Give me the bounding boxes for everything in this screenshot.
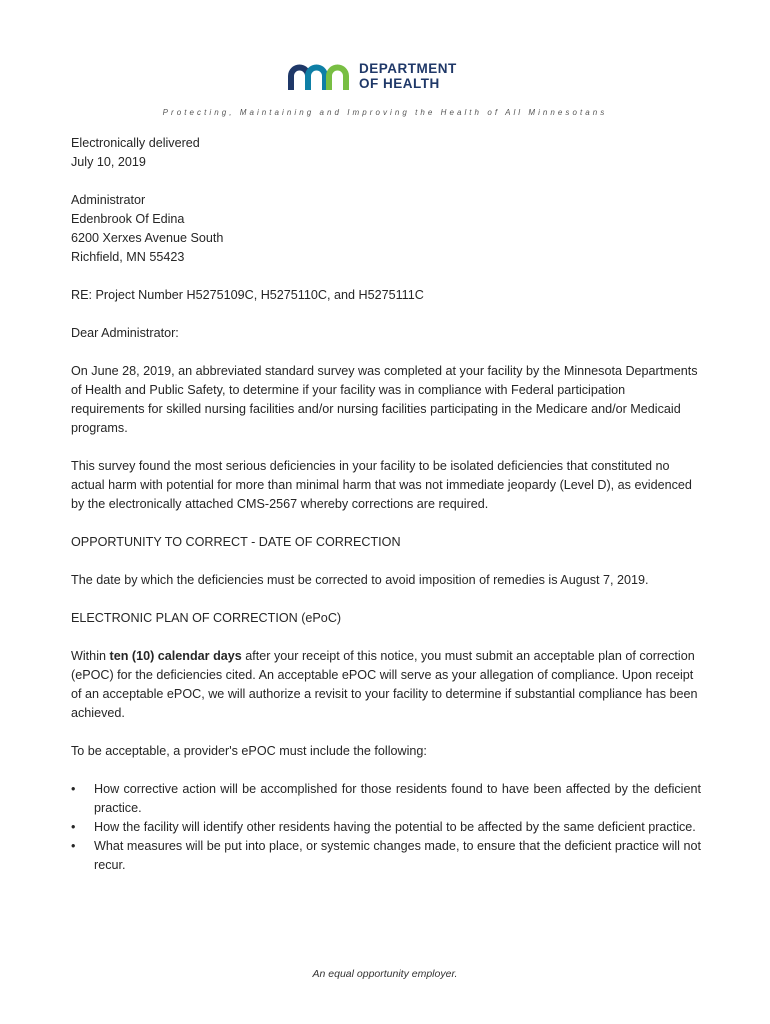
bullet-icon: •	[71, 839, 76, 853]
bullet-icon: •	[71, 820, 76, 834]
list-item-text: How corrective action will be accomplished for those residents found to have been affected by the deficient practice.	[94, 782, 701, 815]
list-item	[71, 818, 701, 837]
tagline: Protecting, Maintaining and Improving the Health of All Minnesotans	[162, 108, 608, 117]
letter-date: July 10, 2019	[71, 155, 146, 169]
paragraph-findings: This survey found the most serious deficiencies in your facility to be isolated deficiencies that constituted no actual harm with potential for more than minimal harm that was not immediate jeopardy (Level D), as evidenced by the electronically attached CMS-2567 whereby corrections are required.	[71, 459, 692, 511]
salutation: Dear Administrator:	[71, 326, 179, 340]
logo-line-of-health: OF HEALTH	[359, 75, 440, 91]
list-item	[71, 837, 701, 875]
logo-line-department: DEPARTMENT	[359, 61, 457, 76]
epoc-deadline: ten (10) calendar days	[109, 649, 242, 663]
address-line: Administrator	[71, 193, 146, 207]
paragraph-survey: On June 28, 2019, an abbreviated standard survey was completed at your facility by the Minnesota Departments of Health and Public Safety, to determine if your facility was in compliance with Federal participation requirements for skilled nursing facilities and/or nursing facilities participating in the Medicare and/or Medicaid programs.	[71, 364, 698, 435]
re-line: RE: Project Number H5275109C, H5275110C, and H5275111C	[71, 288, 424, 302]
requirements-list	[71, 780, 701, 875]
recipient-address	[71, 191, 701, 267]
section-heading-epoc: ELECTRONIC PLAN OF CORRECTION (ePoC)	[71, 611, 342, 625]
letter-body	[71, 134, 701, 875]
paragraph-epoc	[71, 647, 701, 723]
delivery-method: Electronically delivered	[71, 136, 200, 150]
epoc-text-post: after your receipt of this notice, you must submit an acceptable plan of correction (ePOC) for the deficiencies cited. An acceptable ePOC will serve as your allegation of compliance. Upon receipt of an acceptable ePOC, we will authorize a revisit to your facility to determine if substantial compliance has been achieved.	[71, 649, 698, 720]
mn-logo-mark-icon	[288, 64, 350, 90]
list-item-text: What measures will be put into place, or systemic changes made, to ensure that the deficient practice will not recur.	[94, 839, 701, 872]
address-line: 6200 Xerxes Avenue South	[71, 231, 224, 245]
list-item	[71, 780, 701, 818]
mdh-logo	[288, 62, 457, 91]
bullet-icon: •	[71, 782, 76, 796]
epoc-text-pre: Within	[71, 649, 110, 663]
footer-equal-opportunity: An equal opportunity employer.	[312, 968, 458, 980]
address-line: Edenbrook Of Edina	[71, 212, 185, 226]
address-line: Richfield, MN 55423	[71, 250, 185, 264]
section-heading-opportunity: OPPORTUNITY TO CORRECT - DATE OF CORRECTION	[71, 535, 401, 549]
paragraph-epoc-requirements: To be acceptable, a provider's ePOC must include the following:	[71, 744, 427, 758]
list-item-text: How the facility will identify other residents having the potential to be affected by the same deficient practice.	[94, 820, 696, 834]
logo-wordmark	[359, 62, 457, 91]
paragraph-correction-date: The date by which the deficiencies must be corrected to avoid imposition of remedies is August 7, 2019.	[71, 573, 649, 587]
